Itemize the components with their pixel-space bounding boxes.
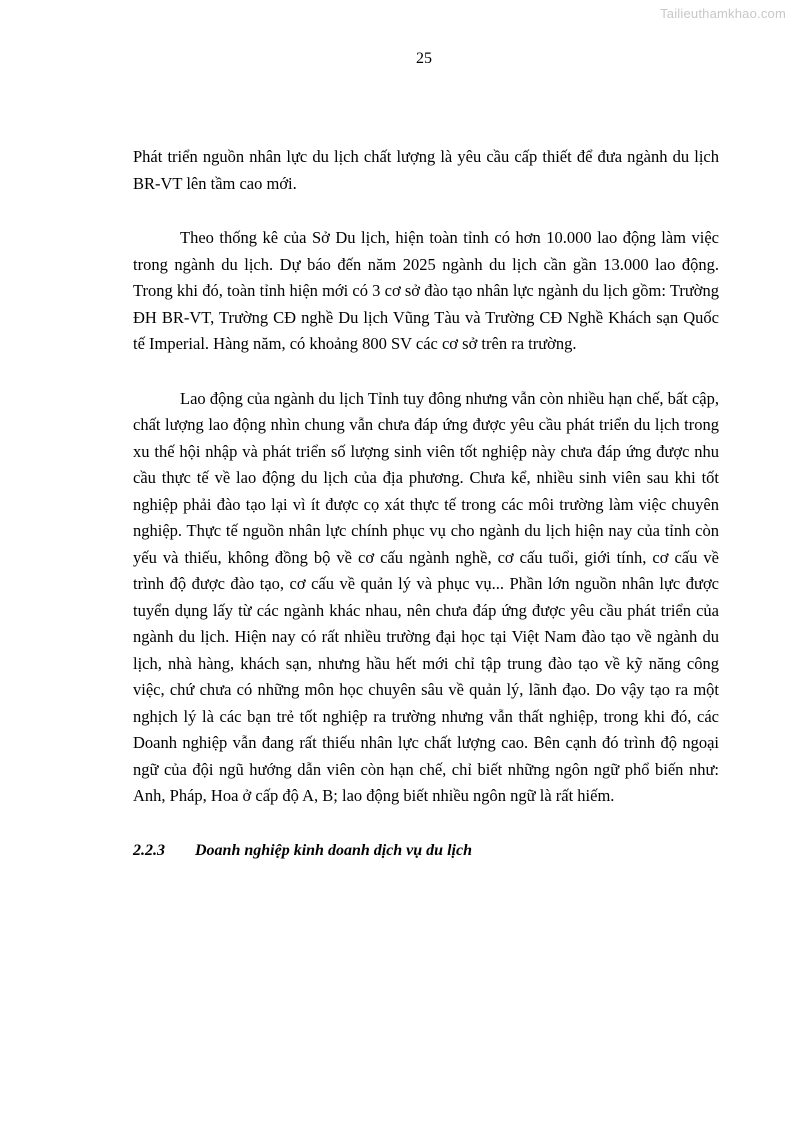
page-number: 25: [416, 50, 432, 67]
paragraph-3: Lao động của ngành du lịch Tỉnh tuy đông nhưng vẫn còn nhiều hạn chế, bất cập, chất lượng lao động nhìn chung vẫn chưa đáp ứng được yêu cầu phát triển du lịch trong xu thế hội nhập và phát triển số lượng sinh viên tốt nghiệp này chưa đáp ứng được nhu cầu thực tế về lao động du lịch của địa phương. Chưa kể, nhiều sinh viên sau khi tốt nghiệp phải đào tạo lại vì ít được cọ xát thực tế trong các môi trường làm việc chuyên nghiệp. Thực tế nguồn nhân lực chính phục vụ cho ngành du lịch hiện nay của tỉnh còn yếu và thiếu, không đồng bộ về cơ cấu ngành nghề, cơ cấu tuổi, giới tính, cơ cấu về trình độ được đào tạo, cơ cấu về quản lý và phục vụ... Phần lớn nguồn nhân lực được tuyển dụng lấy từ các ngành khác nhau, nên chưa đáp ứng được yêu cầu phát triển của ngành du lịch. Hiện nay có rất nhiều trường đại học tại Việt Nam đào tạo về ngành du lịch, nhà hàng, khách sạn, nhưng hầu hết mới chỉ tập trung đào tạo về kỹ năng công việc, chứ chưa có những môn học chuyên sâu về quản lý, lãnh đạo. Do vậy tạo ra một nghịch lý là các bạn trẻ tốt nghiệp ra trường nhưng vẫn thất nghiệp, trong khi đó, các Doanh nghiệp vẫn đang rất thiếu nhân lực chất lượng cao. Bên cạnh đó trình độ ngoại ngữ của đội ngũ hướng dẫn viên còn hạn chế, chỉ biết những ngôn ngữ phổ biến như: Anh, Pháp, Hoa ở cấp độ A, B; lao động biết nhiều ngôn ngữ là rất hiếm.: [133, 388, 719, 805]
paragraph-1: Phát triển nguồn nhân lực du lịch chất lượng là yêu cầu cấp thiết để đưa ngành du lịch BR-VT lên tầm cao mới.: [133, 147, 719, 193]
section-title: Doanh nghiệp kinh doanh dịch vụ du lịch: [195, 841, 472, 859]
document-body: [133, 144, 719, 864]
watermark-text: Tailieuthamkhao.com: [660, 6, 786, 21]
paragraph-2: Theo thống kê của Sở Du lịch, hiện toàn tỉnh có hơn 10.000 lao động làm việc trong ngành du lịch. Dự báo đến năm 2025 ngành du lịch cần gần 13.000 lao động. Trong khi đó, toàn tỉnh hiện mới có 3 cơ sở đào tạo nhân lực ngành du lịch gồm: Trường ĐH BR-VT, Trường CĐ nghề Du lịch Vũng Tàu và Trường CĐ Nghề Khách sạn Quốc tế Imperial. Hàng năm, có khoảng 800 SV các cơ sở trên ra trường.: [133, 228, 719, 353]
section-heading: [133, 838, 719, 865]
section-number: 2.2.3: [133, 841, 165, 859]
